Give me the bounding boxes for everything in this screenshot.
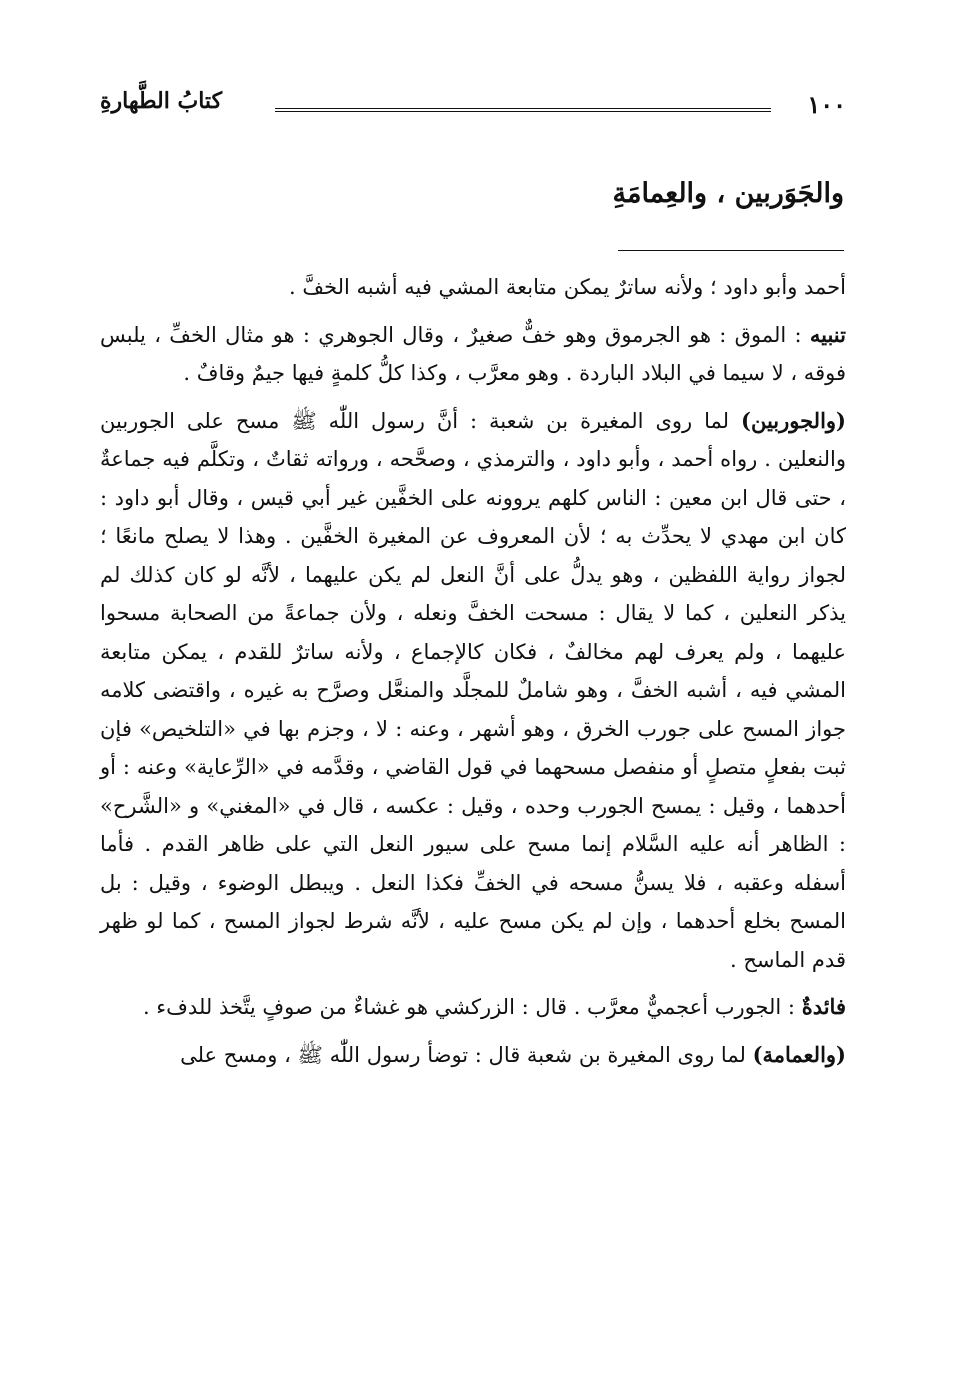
header-rule <box>275 108 771 112</box>
matn-separator-rule <box>618 250 844 251</box>
running-title: كتابُ الطَّهارةِ <box>100 88 223 114</box>
paragraph-text: : الموق : هو الجرموق وهو خفٌّ صغيرٌ ، وقال الجوهري : هو مثال الخفِّ ، يلبس فوقه ، لا سيما في البلاد الباردة . وهو معرَّب ، وكذا كلُّ كلمةٍ فيها جيمٌ وقافٌ . <box>100 322 846 385</box>
page-number: ١٠٠ <box>807 90 846 119</box>
paragraph <box>100 402 846 980</box>
paragraph-text: لما روى المغيرة بن شعبة : أنَّ رسول اللّٰه ﷺ مسح على الجوربين والنعلين . رواه أحمد ، وأبو داود ، والترمذي ، وصحَّحه ، ورواته ثقاتٌ ، وتكلَّم فيه جماعةٌ ، حتى قال ابن معين : الناس كلهم يروونه على الخفَّين غير أبي قيس ، وقال أبو داود : كان ابن مهدي لا يحدِّث به ؛ لأن المعروف عن المغيرة الخفَّين . وهذا لا يصلح مانعًا ؛ لجواز رواية اللفظين ، وهو يدلُّ على أنَّ النعل لم يكن عليهما ، لأنَّه لو كان كذلك لم يذكر النعلين ، كما لا يقال : مسحت الخفَّ ونعله ، ولأن جماعةً من الصحابة مسحوا عليهما ، ولم يعرف لهم مخالفٌ ، فكان كالإجماع ، ولأنه ساترٌ للقدم ، يمكن متابعة المشي فيه ، أشبه الخفَّ ، وهو شاملٌ للمجلَّد والمنعَّل وصرَّح به غيره ، واقتضى كلامه جواز المسح على جورب الخرق ، وهو أشهر ، وعنه : لا ، وجزم بها في «التلخيص» فإن ثبت بفعلٍ متصلٍ أو منفصل مسحهما في قول القاضي ، وقدَّمه في «الرِّعاية» وعنه : أو أحدهما ، وقيل : يمسح الجورب وحده ، وقيل : عكسه ، قال في «المغني» و «الشَّرح» : الظاهر أنه عليه السَّلام إنما مسح على سيور النعل التي على ظاهر القدم . فأما أسفله وعقبه ، فلا يسنُّ مسحه في الخفِّ فكذا النعل . ويبطل الوضوء ، وقيل : بل المسح بخلع أحدهما ، وإن لم يكن مسح عليه ، لأنَّه شرط لجواز المسح ، كما لو ظهر قدم الماسح . <box>100 408 846 972</box>
paragraph <box>100 1036 846 1075</box>
matn-text: والجَوَربين ، والعِمامَةِ <box>612 178 844 209</box>
paragraph-lead: فائدةٌ <box>801 994 846 1019</box>
paragraph-text: أحمد وأبو داود ؛ ولأنه ساترٌ يمكن متابعة المشي فيه أشبه الخفَّ . <box>288 275 846 299</box>
commentary-body <box>100 268 846 1083</box>
paragraph-lead: (والعمامة) <box>752 1041 846 1067</box>
paragraph <box>100 316 846 393</box>
paragraph <box>100 988 846 1027</box>
paragraph-text: : الجورب أعجميٌّ معرَّب . قال : الزركشي هو غشاءٌ من صوفٍ يتَّخذ للدفء . <box>142 995 802 1019</box>
paragraph-text: لما روى المغيرة بن شعبة قال : توضأ رسول اللّٰه ﷺ ، ومسح على <box>180 1042 753 1067</box>
page-header <box>100 88 846 128</box>
paragraph <box>100 268 846 307</box>
paragraph-lead: (والجوربين) <box>741 407 846 433</box>
paragraph-lead: تنبيه <box>809 321 846 347</box>
